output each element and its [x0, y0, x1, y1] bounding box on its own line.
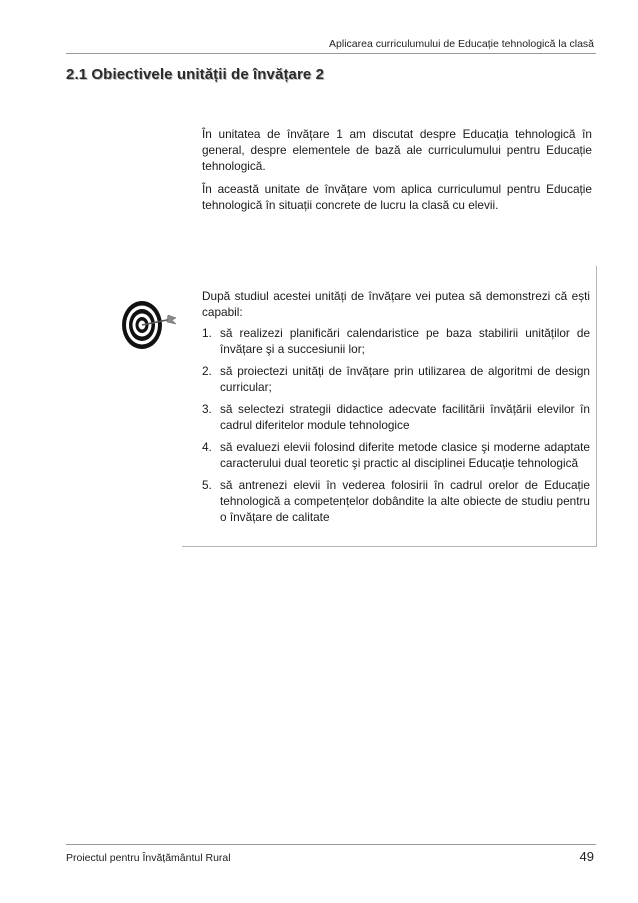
objective-text: să antrenezi elevii în vederea folosirii în cadrul orelor de Educație tehnologică a competențelor dobândite la alte obiecte de studiu pentru o învățare de calitate — [220, 478, 590, 524]
intro-text — [202, 126, 592, 220]
section-title: 2.1 Obiectivele unității de învățare 2 — [66, 66, 325, 83]
objective-number: 3. — [202, 402, 212, 416]
objective-item — [202, 439, 590, 471]
intro-paragraph: În această unitate de învățare vom aplica curriculumul pentru Educație tehnologică în situații concrete de lucru la clasă cu elevii. — [202, 182, 592, 212]
intro-paragraph: În unitatea de învățare 1 am discutat despre Educația tehnologică în general, despre elementele de bază ale curriculumului pentru Educație tehnologică. — [202, 127, 592, 173]
objective-item — [202, 363, 590, 395]
page-number: 49 — [579, 849, 594, 864]
objective-text: să selectezi strategii didactice adecvate facilitării învățării elevilor în cadrul diferitelor module tehnologice — [220, 402, 590, 432]
objective-number: 1. — [202, 326, 212, 340]
running-header: Aplicarea curriculumului de Educație tehnologică la clasă — [329, 38, 594, 50]
objective-number: 2. — [202, 364, 212, 378]
objective-number: 4. — [202, 440, 212, 454]
header-rule — [66, 53, 596, 54]
footer-project-name: Proiectul pentru Învățământul Rural — [66, 852, 231, 864]
objectives-list — [202, 325, 590, 525]
objective-number: 5. — [202, 478, 212, 492]
objective-text: să realizezi planificări calendaristice pe baza stabilirii unităților de învățare şi a succesiunii lor; — [220, 326, 590, 356]
objectives-lead: După studiul acestei unități de învățare vei putea să demonstrezi că ești capabil: — [202, 289, 590, 319]
target-icon — [116, 294, 182, 356]
objective-item — [202, 401, 590, 433]
objective-item — [202, 325, 590, 357]
objective-item — [202, 477, 590, 525]
objectives-box — [182, 266, 597, 547]
objective-text: să evaluezi elevii folosind diferite metode clasice şi moderne adaptate caracterului dual teoretic şi practic al disciplinei Educație tehnologică — [220, 440, 590, 470]
objective-text: să proiectezi unități de învățare prin utilizarea de algoritmi de design curricular; — [220, 364, 590, 394]
footer-rule — [66, 844, 596, 845]
